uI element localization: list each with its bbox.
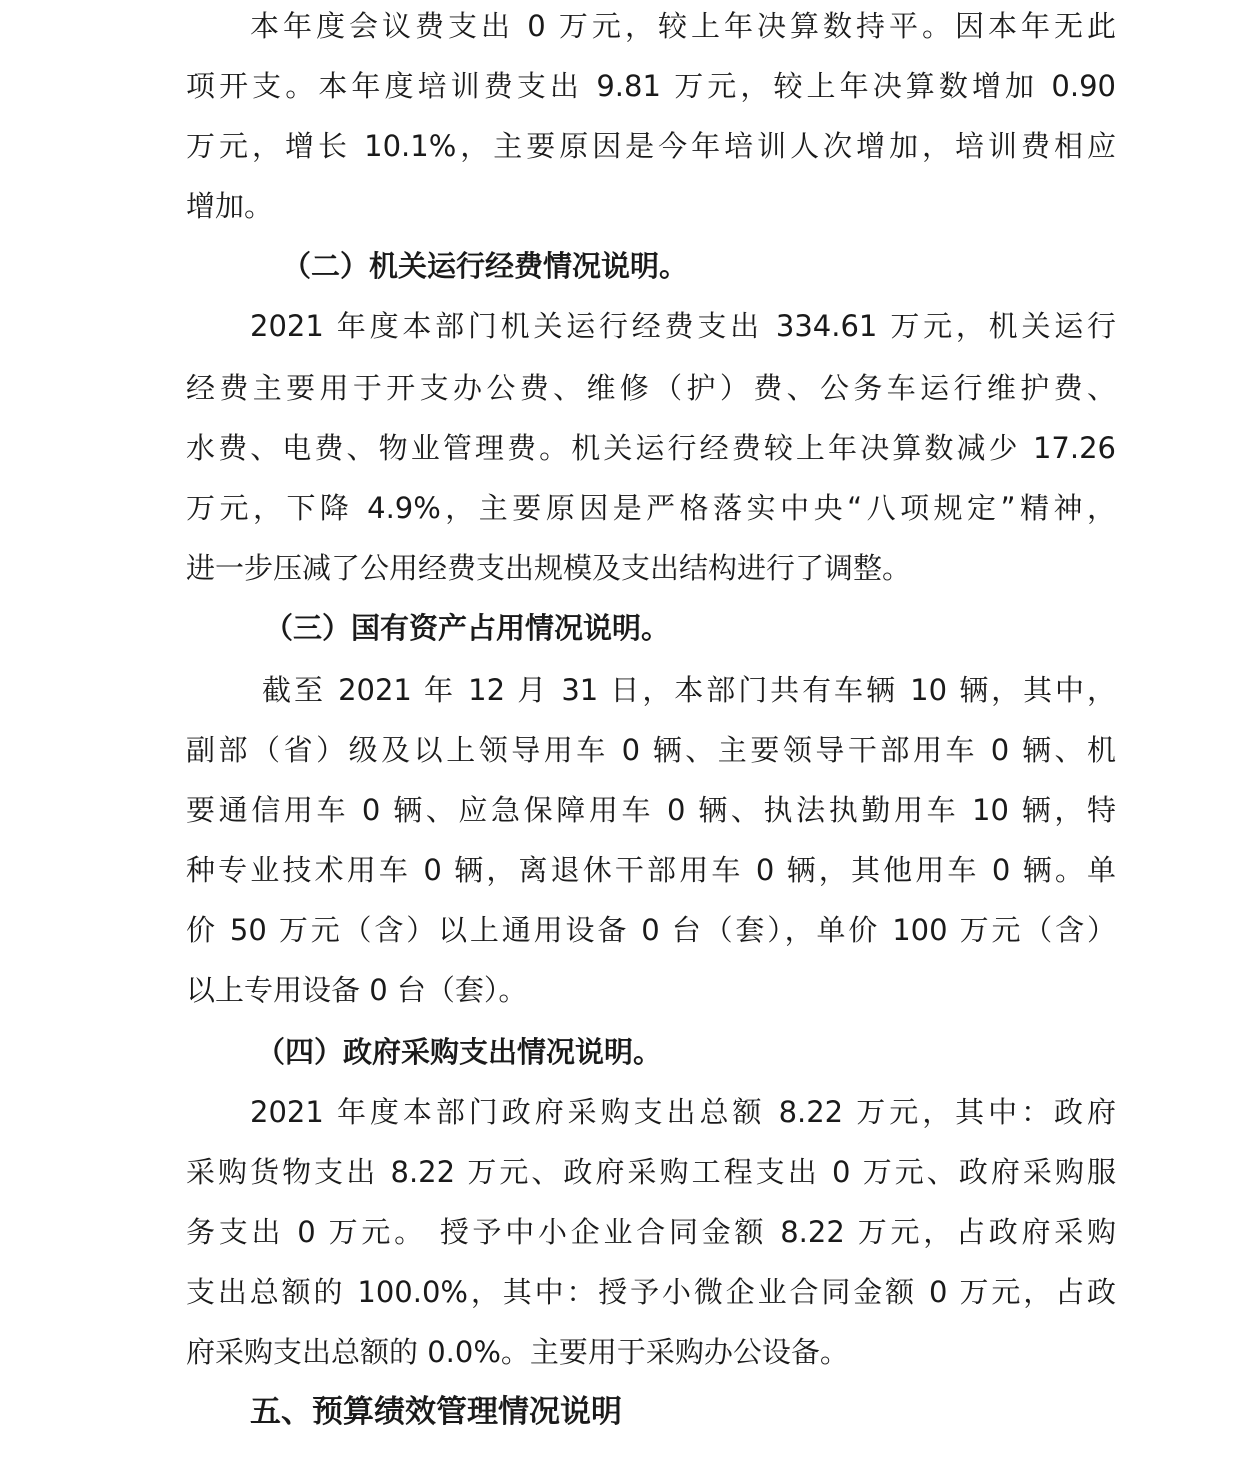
paragraph-line: 2021 年度本部门机关运行经费支出 334.61 万元，机关运行 bbox=[250, 309, 1116, 343]
paragraph-line: 府采购支出总额的 0.0%。主要用于采购办公设备。 bbox=[186, 1335, 849, 1369]
section-heading: （二）机关运行经费情况说明。 bbox=[282, 249, 689, 283]
paragraph-line: 副部（省）级及以上领导用车 0 辆、主要领导干部用车 0 辆、机 bbox=[186, 733, 1116, 767]
paragraph-line: 价 50 万元（含）以上通用设备 0 台（套），单价 100 万元（含） bbox=[186, 913, 1116, 947]
paragraph-line: 万元，增长 10.1%，主要原因是今年培训人次增加，培训费相应 bbox=[186, 129, 1116, 163]
section-heading: （三）国有资产占用情况说明。 bbox=[264, 611, 671, 645]
paragraph-line: 进一步压减了公用经费支出规模及支出结构进行了调整。 bbox=[186, 551, 912, 585]
paragraph-line: 本年度会议费支出 0 万元，较上年决算数持平。因本年无此 bbox=[250, 9, 1116, 43]
paragraph-line: 增加。 bbox=[186, 189, 274, 223]
section-heading: （四）政府采购支出情况说明。 bbox=[256, 1035, 663, 1069]
paragraph-line: 务支出 0 万元。 授予中小企业合同金额 8.22 万元，占政府采购 bbox=[186, 1215, 1116, 1249]
paragraph-line: 万元，下降 4.9%，主要原因是严格落实中央“八项规定”精神， bbox=[186, 491, 1116, 525]
paragraph-line: 要通信用车 0 辆、应急保障用车 0 辆、执法执勤用车 10 辆，特 bbox=[186, 793, 1116, 827]
chapter-heading: 五、预算绩效管理情况说明 bbox=[250, 1394, 622, 1430]
paragraph-line: 截至 2021 年 12 月 31 日，本部门共有车辆 10 辆，其中， bbox=[262, 673, 1116, 707]
paragraph-line: 经费主要用于开支办公费、维修（护）费、公务车运行维护费、 bbox=[186, 371, 1116, 405]
paragraph-line: 支出总额的 100.0%，其中：授予小微企业合同金额 0 万元，占政 bbox=[186, 1275, 1116, 1309]
paragraph-line: 以上专用设备 0 台（套）。 bbox=[186, 973, 528, 1007]
paragraph-line: 2021 年度本部门政府采购支出总额 8.22 万元，其中：政府 bbox=[250, 1095, 1116, 1129]
paragraph-line: 水费、电费、物业管理费。机关运行经费较上年决算数减少 17.26 bbox=[186, 431, 1116, 465]
paragraph-line: 项开支。本年度培训费支出 9.81 万元，较上年决算数增加 0.90 bbox=[186, 69, 1116, 103]
paragraph-line: 采购货物支出 8.22 万元、政府采购工程支出 0 万元、政府采购服 bbox=[186, 1155, 1116, 1189]
paragraph-line: 种专业技术用车 0 辆，离退休干部用车 0 辆，其他用车 0 辆。单 bbox=[186, 853, 1116, 887]
